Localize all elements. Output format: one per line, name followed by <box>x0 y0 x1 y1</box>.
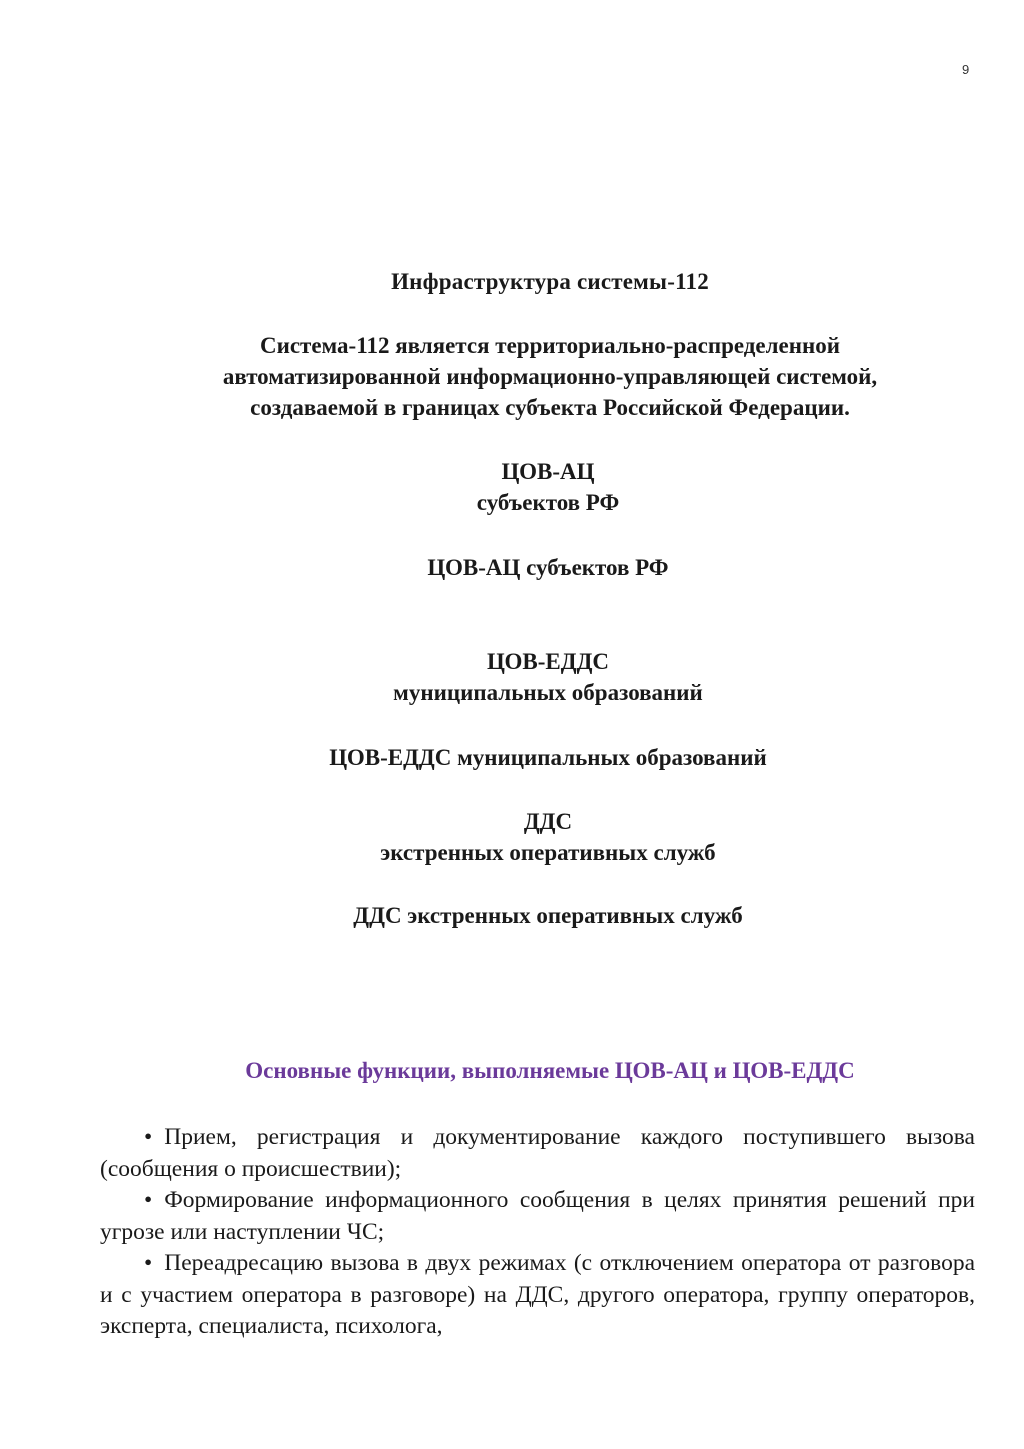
component-label-line2: субъектов РФ <box>476 490 620 515</box>
intro-line: создаваемой в границах субъекта Российской Федерации. <box>250 395 850 420</box>
component-label-line2: муниципальных образований <box>393 680 703 705</box>
intro-paragraph <box>100 330 1000 423</box>
bullet-icon: • <box>144 1250 153 1276</box>
section-heading: Основные функции, выполняемые ЦОВ-АЦ и ЦОВ-ЕДДС <box>245 1058 855 1083</box>
component-label-line1: ЦОВ-АЦ <box>501 459 595 484</box>
component-label-line2: экстренных оперативных служб <box>380 840 716 865</box>
list-item <box>100 1185 975 1248</box>
component-caption-dds: ДДС экстренных оперативных служб <box>353 903 743 928</box>
page-number: 9 <box>962 62 970 77</box>
component-label-line1: ЦОВ-ЕДДС <box>486 649 610 674</box>
intro-line: автоматизированной информационно-управляющей системой, <box>222 364 878 389</box>
component-label-tsov-ats <box>100 456 996 518</box>
component-label-line1: ДДС <box>523 809 573 834</box>
page-title: Инфраструктура системы-112 <box>391 269 709 294</box>
bullet-icon: • <box>144 1187 153 1213</box>
bullet-icon: • <box>144 1124 153 1150</box>
list-item <box>100 1122 975 1185</box>
component-label-tsov-edds <box>100 646 996 708</box>
list-item-text: Прием, регистрация и документирование каждого поступившего вызова (сообщения о происшествии); <box>100 1124 975 1182</box>
functions-list <box>100 1122 975 1343</box>
intro-line: Система-112 является территориально-распределенной <box>259 333 841 358</box>
component-label-dds <box>100 806 996 868</box>
list-item-text: Переадресацию вызова в двух режимах (с отключением оператора от разговора и с участием оператора в разговоре) на ДДС, другого оператора, группу операторов, эксперта, специалиста, психолога, <box>100 1250 975 1339</box>
list-item <box>100 1248 975 1343</box>
component-caption-tsov-edds: ЦОВ-ЕДДС муниципальных образований <box>329 745 767 770</box>
list-item-text: Формирование информационного сообщения в целях принятия решений при угрозе или наступлении ЧС; <box>100 1187 975 1245</box>
component-caption-tsov-ats: ЦОВ-АЦ субъектов РФ <box>427 555 669 580</box>
